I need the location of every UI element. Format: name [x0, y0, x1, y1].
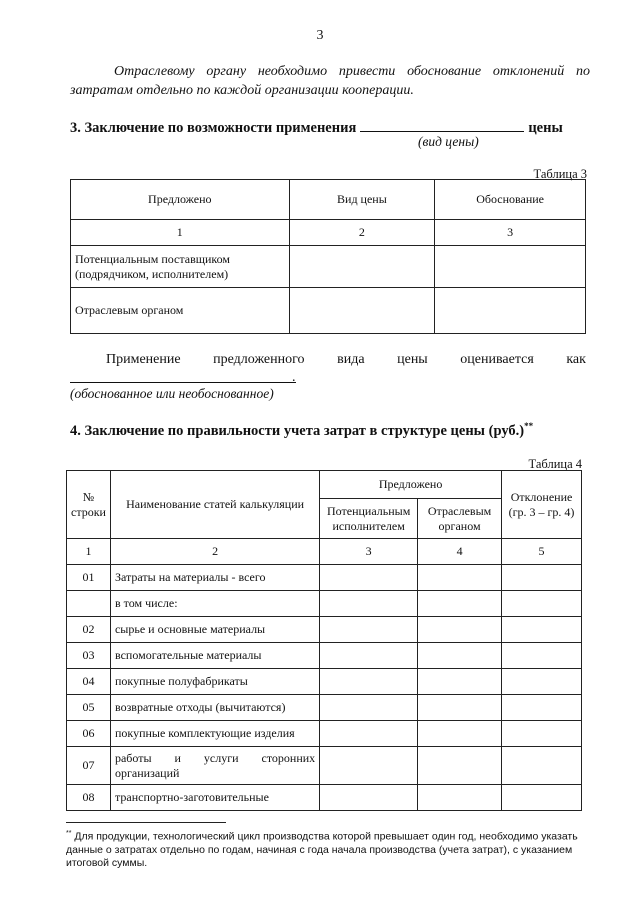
footnote	[66, 827, 586, 870]
section4-heading	[70, 421, 590, 440]
table4-header-potential: Потенциальным исполнителем	[320, 499, 418, 539]
table4-row-name: работы и услуги сторонних организаций	[110, 747, 319, 785]
application-word: оценивается	[460, 352, 534, 367]
table4-header-row	[67, 471, 582, 499]
table4-cell	[418, 565, 502, 591]
table4-cell	[320, 565, 418, 591]
table3-cell	[289, 288, 435, 334]
table4-label: Таблица 4	[528, 457, 582, 471]
table4-cell	[418, 721, 502, 747]
table4-header-industry: Отраслевым органом	[418, 499, 502, 539]
table3-row-label: Потенциальным поставщиком (подрядчиком, исполнителем)	[71, 246, 290, 288]
table3-col-number: 1	[71, 220, 290, 246]
table4-cell	[320, 643, 418, 669]
table4-row-name: покупные комплектующие изделия	[110, 721, 319, 747]
table4-row-name: возвратные отходы (вычитаются)	[110, 695, 319, 721]
table4-cell	[502, 785, 582, 811]
table4-cell	[502, 643, 582, 669]
footnote-mark: **	[66, 830, 72, 837]
table4-row-no: 07	[67, 747, 111, 785]
section3-heading-end: цены	[528, 120, 563, 136]
table4-cell	[320, 721, 418, 747]
table4-row	[67, 565, 582, 591]
table4-row-name: Затраты на материалы - всего	[110, 565, 319, 591]
table4-col-number: 4	[418, 539, 502, 565]
table4-row	[67, 695, 582, 721]
table4-number-row	[67, 539, 582, 565]
table3-cell	[289, 246, 435, 288]
table4-cell	[502, 617, 582, 643]
table4-row-no	[67, 591, 111, 617]
price-type-caption: (вид цены)	[418, 134, 479, 149]
table3-cell	[435, 288, 586, 334]
table4-cell	[320, 591, 418, 617]
table4-row-name: покупные полуфабрикаты	[110, 669, 319, 695]
table4-header-row-no: № строки	[67, 471, 111, 539]
table4-cell	[320, 669, 418, 695]
table3-label: Таблица 3	[533, 167, 587, 181]
table4-cell	[502, 565, 582, 591]
application-word: как	[566, 352, 586, 367]
table3-row-label: Отраслевым органом	[71, 288, 290, 334]
intro-paragraph: Отраслевому органу необходимо привести обоснование отклонений по затратам отдельно по каждой организации кооперации.	[70, 64, 590, 98]
application-word: Применение	[106, 352, 181, 367]
table4-cell	[502, 695, 582, 721]
table4-cell	[418, 591, 502, 617]
table3-col-number: 2	[289, 220, 435, 246]
section3-heading-start: 3. Заключение по возможности применения	[70, 120, 357, 136]
table4-col-number: 3	[320, 539, 418, 565]
table4-col-number: 1	[67, 539, 111, 565]
table4-cell	[320, 617, 418, 643]
table4-row	[67, 721, 582, 747]
table4-row-no: 06	[67, 721, 111, 747]
table4-cell	[320, 695, 418, 721]
table4-row	[67, 785, 582, 811]
table4-row	[67, 591, 582, 617]
table4-row-name: транспортно-заготовительные	[110, 785, 319, 811]
table4-row	[67, 643, 582, 669]
table4-row-no: 08	[67, 785, 111, 811]
application-word: предложенного	[213, 352, 305, 367]
section4-footnote-mark: **	[524, 421, 534, 431]
table3-col-number: 3	[435, 220, 586, 246]
table4-row-name: сырье и основные материалы	[110, 617, 319, 643]
table4-row-no: 02	[67, 617, 111, 643]
table4-cell	[418, 695, 502, 721]
table4-cell	[502, 591, 582, 617]
table4-header-name: Наименование статей калькуляции	[110, 471, 319, 539]
section4-heading-text: 4. Заключение по правильности учета затрат в структуре цены (руб.)	[70, 422, 525, 439]
table4-col-number: 2	[110, 539, 319, 565]
application-word: вида	[337, 352, 365, 367]
table3-header-justification: Обоснование	[435, 180, 586, 220]
table4-cell	[418, 785, 502, 811]
table4-cell	[418, 617, 502, 643]
table3-row	[71, 246, 586, 288]
table4	[66, 470, 582, 811]
table3-cell	[435, 246, 586, 288]
table3-header-price-type: Вид цены	[289, 180, 435, 220]
price-type-blank	[360, 118, 524, 132]
table4-cell	[320, 747, 418, 785]
table4-cell	[320, 785, 418, 811]
table3-row	[71, 288, 586, 334]
table4-row	[67, 617, 582, 643]
application-word: цены	[397, 352, 428, 367]
table3-number-row	[71, 220, 586, 246]
application-sentence	[70, 352, 586, 368]
table4-row-name: в том числе:	[110, 591, 319, 617]
assessment-blank	[70, 370, 296, 383]
table3-header-proposed: Предложено	[71, 180, 290, 220]
table4-cell	[502, 721, 582, 747]
assessment-caption: (обоснованное или необоснованное)	[70, 386, 274, 401]
section3-heading	[70, 118, 590, 137]
table4-cell	[418, 643, 502, 669]
table3-header-row	[71, 180, 586, 220]
table4-row-no: 01	[67, 565, 111, 591]
table4-cell	[418, 669, 502, 695]
assessment-dot: .	[292, 370, 296, 385]
table4-header-proposed: Предложено	[320, 471, 502, 499]
table4-header-deviation: Отклонение (гр. 3 – гр. 4)	[502, 471, 582, 539]
footnote-separator	[66, 822, 226, 823]
table4-row-name: вспомогательные материалы	[110, 643, 319, 669]
table4-col-number: 5	[502, 539, 582, 565]
table3	[70, 179, 586, 334]
table4-cell	[502, 669, 582, 695]
table4-row-no: 04	[67, 669, 111, 695]
table4-cell	[418, 747, 502, 785]
table4-row-no: 03	[67, 643, 111, 669]
table4-row-no: 05	[67, 695, 111, 721]
page-number: 3	[316, 28, 324, 43]
footnote-text: Для продукции, технологический цикл производства которой превышает один год, необходимо указать данные о затратах отдельно по годам, начиная с года начала производства (учета затрат), с указанием итоговой суммы.	[66, 830, 578, 869]
table4-row	[67, 747, 582, 785]
table4-row	[67, 669, 582, 695]
table4-cell	[502, 747, 582, 785]
